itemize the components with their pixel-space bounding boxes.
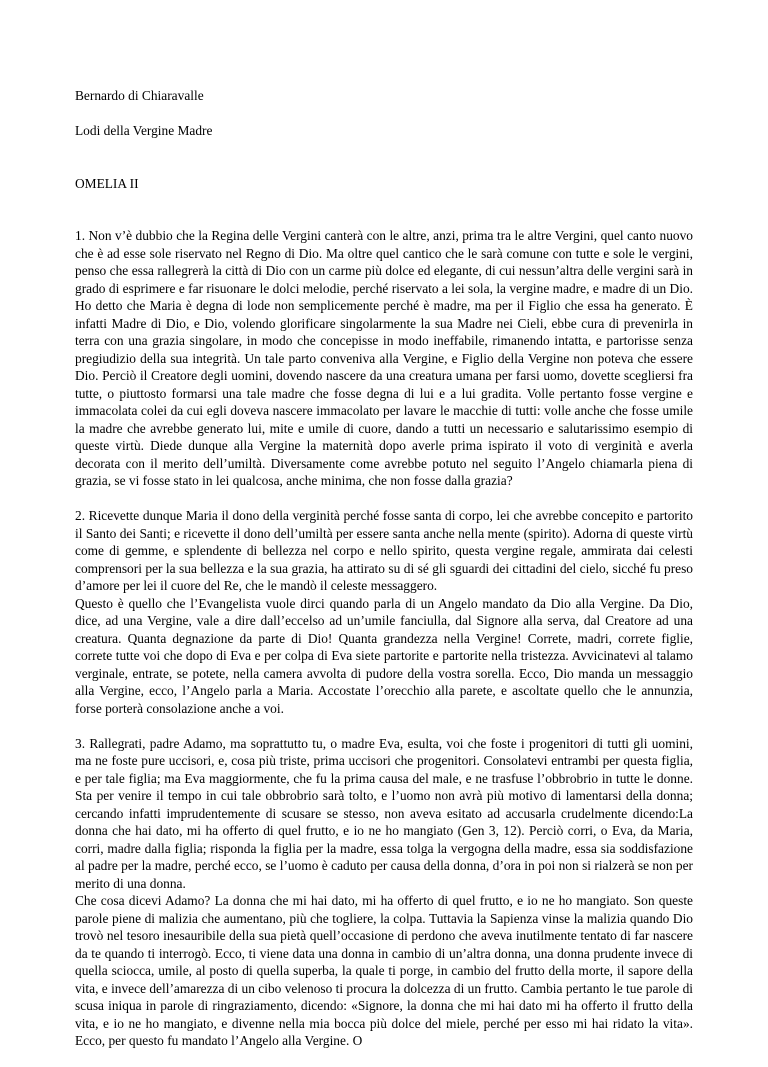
paragraph-text: Che cosa dicevi Adamo? La donna che mi hai dato, mi ha offerto di quel frutto, e io ne ho mangiato. Son queste parole piene di malizia che aumentano, più che togliere, la colpa. Tuttavia la Sapienza vinse la malizia quando Dio trovò nel tesoro inesauribile della sua pietà quell’occasione di perdono che aveva inutilmente tentato di far nascere da te quando ti interrogò. Ecco, ti viene data una donna in cambio di un’altra donna, una donna prudente invece di quella sciocca, umile, al posto di quella superba, la quale ti porge, in cambio del frutto della morte, il sapore della vita, e invece dell’amarezza di un cibo velenoso ti procura la dolcezza di un frutto. Cambia pertanto le tue parole di scusa iniqua in parole di ringraziamento, dicendo: «Signore, la donna che mi hai dato mi ha offerto il frutto della vita, e io ne ho mangiato, e divenne nella mia bocca più dolce del miele, perché per esso mi hai ridato la vita». Ecco, per questo fu mandato l’Angelo alla Vergine. O xyxy=(75,893,693,1048)
paragraph-text: 2. Ricevette dunque Maria il dono della verginità perché fosse santa di corpo, lei che avrebbe concepito e partorito il Santo dei Santi; e ricevette il dono dell’umiltà per essere santa anche nella mente (spirito). Adorna di queste virtù come di gemme, e splendente di bellezza nel corpo e nello spirito, questa vergine regale, ammirata dai celesti comprensori per la sua bellezza e la sua grazia, ha attirato su di sé gli sguardi dei cittadini del cielo, sicché fu preso d’amore per lei il cuore del Re, che le mandò il celeste messaggero. xyxy=(75,508,693,593)
paragraph-text: 3. Rallegrati, padre Adamo, ma soprattutto tu, o madre Eva, esulta, voi che foste i progenitori di tutti gli uomini, ma ne foste pure uccisori, e, cosa più triste, prima uccisori che progenitori. Consolatevi entrambi per questa figlia, e per tale figlia; ma Eva maggiormente, che fu la prima causa del male, e ne trasfuse l’obbrobrio in tutte le donne. Sta per venire il tempo in cui tale obbrobrio sarà tolto, e l’uomo non avrà più motivo di lamentarsi della donna; cercando infatti imprudentemente di scusare se stesso, non aveva esitato ad accusarla crudelmente dicendo:La donna che hai dato, mi ha offerto di quel frutto, e io ne ho mangiato (Gen 3, 12). Perciò corri, o Eva, da Maria, corri, madre dalla figlia; risponda la figlia per la madre, essa tolga la vergogna della madre, essa sia soddisfazione al padre per la madre, perché ecco, se l’uomo è caduto per causa della donna, d’ora in poi non si rialzerà se non per merito di una donna. xyxy=(75,735,693,891)
paragraph-text: 1. Non v’è dubbio che la Regina delle Vergini canterà con le altre, anzi, prima tra le altre Vergini, quel canto nuovo che è ad esse sole riservato nel Regno di Dio. Ma oltre quel cantico che le sarà comune con tutte e sole le vergini, penso che essa rallegrerà la città di Dio con un carme più dolce ed elegante, di cui nessun’altra delle vergini sarà in grado di esprimere e far risuonare le dolci melodie, perché riservato a lei sola, la vergine madre, e madre di un Dio. Ho detto che Maria è degna di lode non semplicemente perché è madre, ma per il Figlio che essa ha generato. È infatti Madre di Dio, e Dio, volendo glorificare singolarmente la sua Madre nei Cieli, ebbe cura di prevenirla in terra con una grazia singolare, in modo che concepisse in modo ineffabile, rimanendo intatta, e partorisse senza pregiudizio della sua integrità. Un tale parto conveniva alla Vergine, e Figlio della Vergine non poteva che essere Dio. Perciò il Creatore degli uomini, dovendo nascere da una creatura umana per farsi uomo, dovette scegliersi fra tutte, o piuttosto formarsi una tale madre che fosse degna di lui e a lui gradita. Volle pertanto fosse vergine e immacolata colei da cui egli doveva nascere immacolato per lavare le macchie di tutti: volle anche che fosse umile la madre che avrebbe generato lui, mite e umile di cuore, dando a tutti un necessario e salutarissimo esempio di queste virtù. Diede dunque alla Vergine la maternità dopo averle prima ispirato il voto di verginità e averla decorata con il merito dell’umiltà. Diversamente come avrebbe potuto nel seguito l’Angelo chiamarla piena di grazia, se vi fosse stato in lei qualcosa, anche minima, che non fosse dalla grazia? xyxy=(75,228,693,488)
paragraph-1 xyxy=(75,227,693,490)
document-title: Lodi della Vergine Madre xyxy=(75,123,213,138)
document-page xyxy=(75,87,693,1067)
paragraph-3 xyxy=(75,735,693,1050)
homily-heading: OMELIA II xyxy=(75,175,139,191)
paragraph-text: Questo è quello che l’Evangelista vuole dirci quando parla di un Angelo mandato da Dio alla Vergine. Da Dio, dice, ad una Vergine, vale a dire dall’eccelso ad un’umile fanciulla, dal Signore alla serva, dal Creatore ad una creatura. Quanta degnazione da parte di Dio! Quanta grandezza nella Vergine! Correte, madri, correte figlie, correte tutte voi che dopo di Eva e per colpa di Eva siete partorite e partorite nella tristezza. Avvicinatevi al talamo verginale, entrate, se potete, nella camera avvolta di pudore della vostra sorella. Ecco, Dio manda un messaggio alla Vergine, ecco, l’Angelo parla a Maria. Accostate l’orecchio alla parete, e ascoltate quello che le annunzia, forse porterà consolazione anche a voi. xyxy=(75,595,693,716)
paragraph-2 xyxy=(75,507,693,717)
author-name: Bernardo di Chiaravalle xyxy=(75,88,204,103)
